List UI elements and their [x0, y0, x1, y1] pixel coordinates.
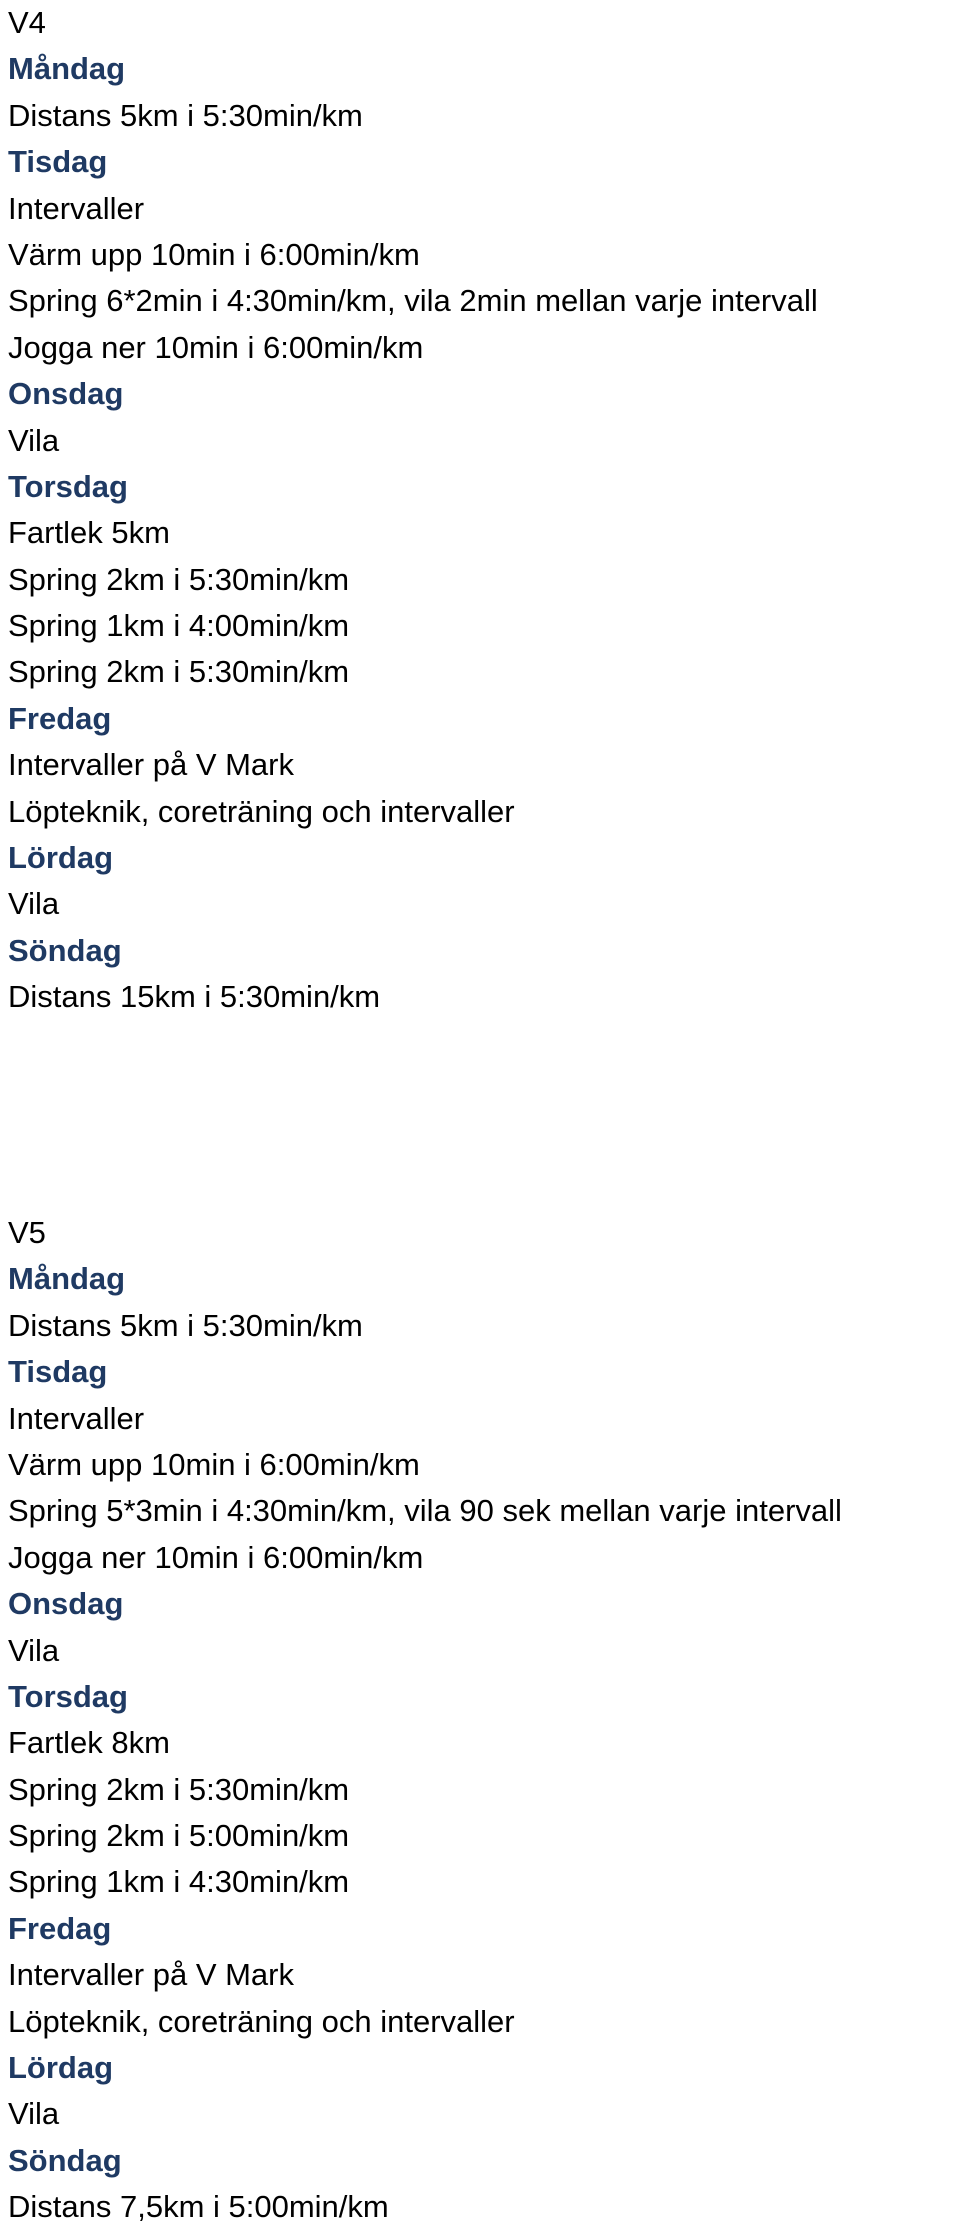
training-line: Jogga ner 10min i 6:00min/km — [8, 1539, 424, 1575]
training-line: Vila — [8, 422, 60, 458]
week-v4 — [8, 0, 958, 1021]
training-line: Distans 5km i 5:30min/km — [8, 1307, 363, 1343]
training-line: Löpteknik, coreträning och intervaller — [8, 2003, 515, 2039]
training-line: Intervaller på V Mark — [8, 747, 294, 783]
training-line: Fartlek 5km — [8, 515, 170, 551]
training-line: Spring 2km i 5:00min/km — [8, 1818, 350, 1854]
training-line: Distans 7,5km i 5:00min/km — [8, 2189, 389, 2225]
training-line: Distans 15km i 5:30min/km — [8, 979, 381, 1015]
training-line: Värm upp 10min i 6:00min/km — [8, 1446, 420, 1482]
training-line: Fartlek 8km — [8, 1725, 170, 1761]
training-line: Distans 5km i 5:30min/km — [8, 97, 363, 133]
training-line: Löpteknik, coreträning och intervaller — [8, 793, 515, 829]
day-heading-wednesday: Onsdag — [8, 376, 124, 412]
training-line: Vila — [8, 886, 60, 922]
training-line: Intervaller på V Mark — [8, 1957, 294, 1993]
week-title: V5 — [8, 1215, 46, 1250]
training-line: Intervaller — [8, 190, 145, 226]
day-heading-friday: Fredag — [8, 700, 112, 736]
training-line: Spring 2km i 5:30min/km — [8, 561, 350, 597]
training-line: Jogga ner 10min i 6:00min/km — [8, 329, 424, 365]
day-heading-thursday: Torsdag — [8, 1678, 128, 1714]
day-heading-tuesday: Tisdag — [8, 1354, 108, 1390]
training-line: Spring 5*3min i 4:30min/km, vila 90 sek mellan varje intervall — [8, 1493, 842, 1529]
week-title: V4 — [8, 5, 46, 40]
day-heading-friday: Fredag — [8, 1910, 112, 1946]
training-line: Vila — [8, 1632, 60, 1668]
training-line: Spring 1km i 4:30min/km — [8, 1864, 350, 1900]
training-line: Värm upp 10min i 6:00min/km — [8, 236, 420, 272]
day-heading-sunday: Söndag — [8, 2142, 122, 2178]
day-heading-monday: Måndag — [8, 1261, 126, 1297]
training-line: Spring 2km i 5:30min/km — [8, 654, 350, 690]
week-v5 — [8, 1210, 958, 2231]
day-heading-thursday: Torsdag — [8, 468, 128, 504]
day-heading-saturday: Lördag — [8, 840, 114, 876]
day-heading-saturday: Lördag — [8, 2050, 114, 2086]
day-heading-wednesday: Onsdag — [8, 1586, 124, 1622]
day-heading-monday: Måndag — [8, 51, 126, 87]
training-line: Spring 2km i 5:30min/km — [8, 1771, 350, 1807]
day-heading-sunday: Söndag — [8, 932, 122, 968]
training-line: Vila — [8, 2096, 60, 2132]
training-line: Spring 6*2min i 4:30min/km, vila 2min mellan varje intervall — [8, 283, 818, 319]
training-line: Intervaller — [8, 1400, 145, 1436]
day-heading-tuesday: Tisdag — [8, 144, 108, 180]
training-line: Spring 1km i 4:00min/km — [8, 608, 350, 644]
